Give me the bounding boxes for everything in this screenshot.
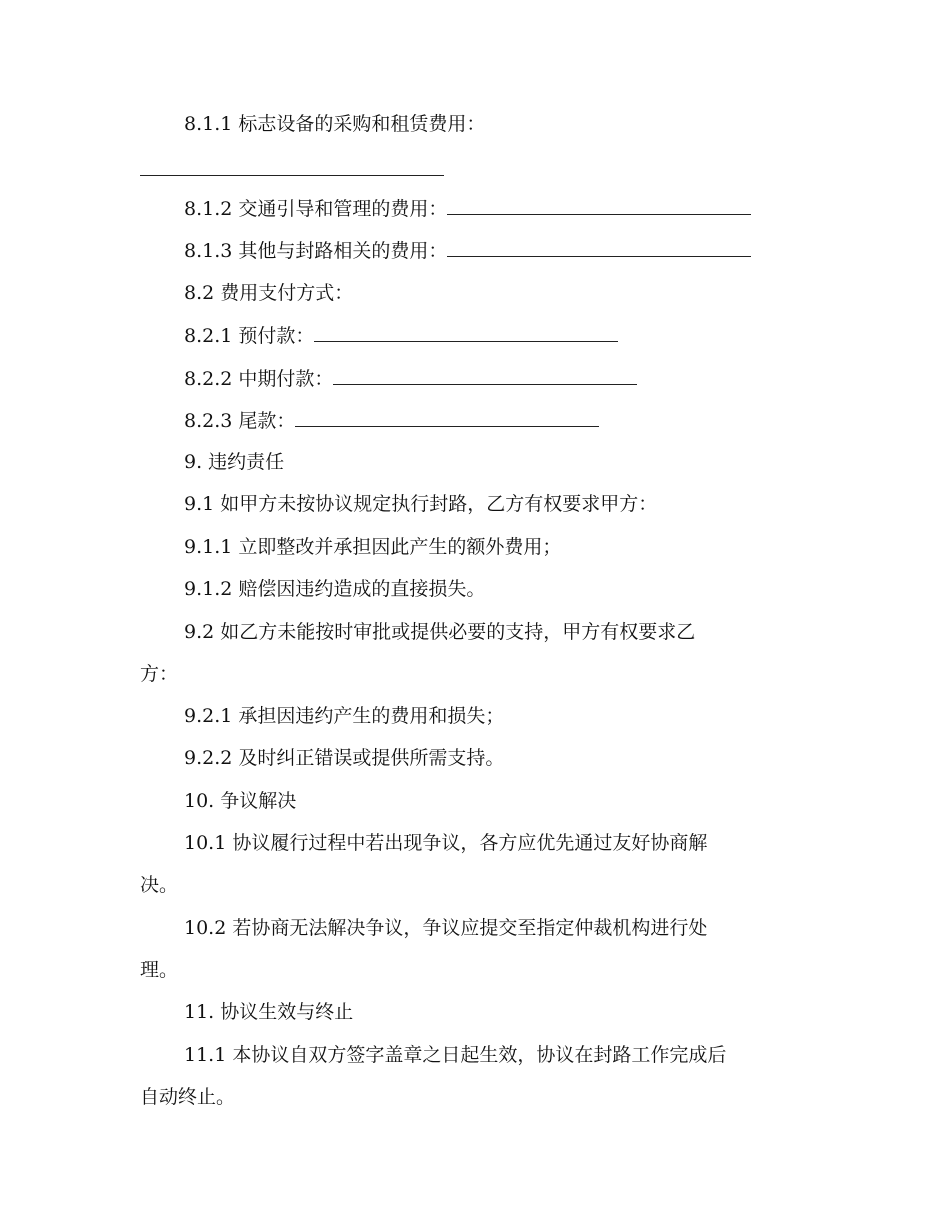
clause-10-1-line-2: 决。 — [140, 874, 179, 896]
clause-8-1-2-fill-line — [447, 196, 751, 215]
section-9-heading: 9. 违约责任 — [184, 451, 285, 473]
clause-10-1-line-1: 10.1 协议履行过程中若出现争议，各方应优先通过友好协商解 — [184, 832, 708, 854]
clause-10-2-line-1: 10.2 若协商无法解决争议，争议应提交至指定仲裁机构进行处 — [184, 917, 708, 939]
clause-9-1: 9.1 如甲方未按协议规定执行封路，乙方有权要求甲方： — [184, 493, 658, 515]
clause-8-2-2: 8.2.2 中期付款： — [184, 366, 637, 391]
clause-8-2-3: 8.2.3 尾款： — [184, 408, 599, 433]
clause-8-2-3-fill-line — [295, 408, 599, 427]
clause-8-1-3: 8.1.3 其他与封路相关的费用： — [184, 238, 751, 263]
clause-8-1-1: 8.1.1 标志设备的采购和租赁费用： — [184, 113, 486, 135]
clause-9-2-line-2: 方： — [140, 663, 179, 685]
clause-8-1-3-fill-line — [447, 238, 751, 257]
clause-8-2: 8.2 费用支付方式： — [184, 282, 354, 304]
clause-9-1-2: 9.1.2 赔偿因违约造成的直接损失。 — [184, 578, 486, 600]
clause-11-1-line-1: 11.1 本协议自双方签字盖章之日起生效，协议在封路工作完成后 — [184, 1044, 727, 1066]
clause-8-2-2-fill-line — [333, 366, 637, 385]
clause-11-1-line-2: 自动终止。 — [140, 1086, 236, 1108]
clause-8-1-1-fill-line — [140, 175, 444, 176]
clause-8-1-2: 8.1.2 交通引导和管理的费用： — [184, 196, 751, 221]
clause-9-1-1: 9.1.1 立即整改并承担因此产生的额外费用； — [184, 536, 562, 558]
section-10-heading: 10. 争议解决 — [184, 790, 297, 812]
clause-9-2-1: 9.2.1 承担因违约产生的费用和损失； — [184, 705, 505, 727]
clause-9-2-line-1: 9.2 如乙方未能按时审批或提供必要的支持，甲方有权要求乙 — [184, 621, 696, 643]
section-11-heading: 11. 协议生效与终止 — [184, 1001, 354, 1023]
clause-9-2-2: 9.2.2 及时纠正错误或提供所需支持。 — [184, 747, 505, 769]
clause-10-2-line-2: 理。 — [140, 959, 179, 981]
clause-8-2-1: 8.2.1 预付款： — [184, 323, 618, 348]
clause-8-2-1-fill-line — [314, 323, 618, 342]
